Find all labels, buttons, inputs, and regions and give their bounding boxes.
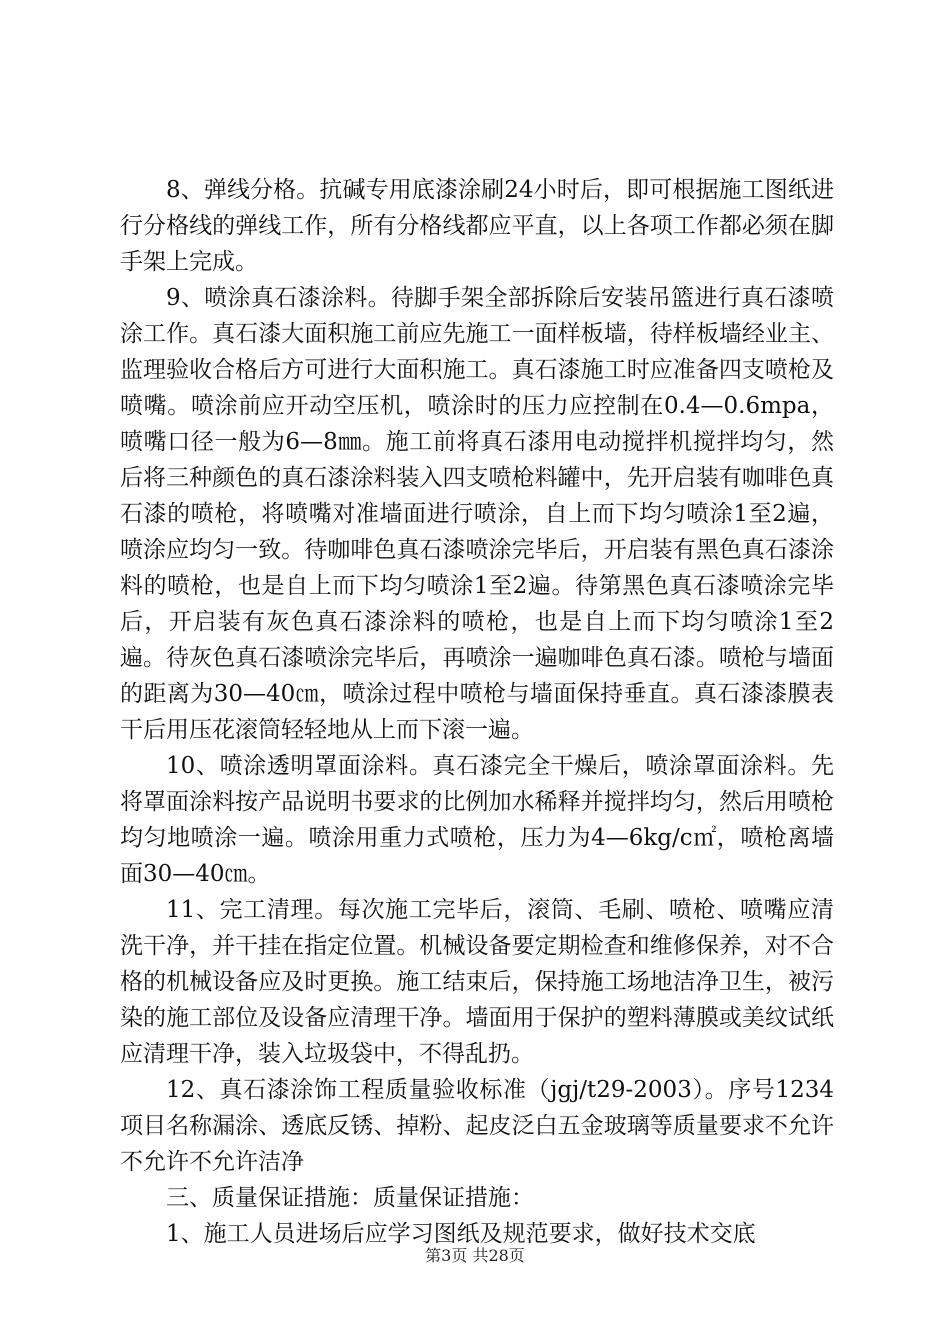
paragraph-item-11: 11、完工清理。每次施工完毕后，滚筒、毛刷、喷枪、喷嘴应清洗干净，并干挂在指定位置。机械设备要定期检查和维修保养，对不合格的机械设备应及时更换。施工结束后，保持施工场地洁净卫生，被污染的施工部位及设备应清理干净。墙面用于保护的塑料薄膜或美纹试纸应清理干净，装入垃圾袋中，不得乱扔。 xyxy=(120,897,834,1067)
paragraph-item-9: 9、喷涂真石漆涂料。待脚手架全部拆除后安装吊篮进行真石漆喷涂工作。真石漆大面积施工前应先施工一面样板墙，待样板墙经业主、监理验收合格后方可进行大面积施工。真石漆施工时应准备四支喷枪及喷嘴。喷涂前应开动空压机，喷涂时的压力应控制在0.4—0.6mpa，喷嘴口径一般为6—8㎜。施工前将真石漆用电动搅拌机搅拌均匀，然后将三种颜色的真石漆涂料装入四支喷枪料罐中，先开启装有咖啡色真石漆的喷枪，将喷嘴对准墙面进行喷涂，自上而下均匀喷涂1至2遍，喷涂应均匀一致。待咖啡色真石漆喷涂完毕后，开启装有黑色真石漆涂料的喷枪，也是自上而下均匀喷涂1至2遍。待第黑色真石漆喷涂完毕后，开启装有灰色真石漆涂料的喷枪，也是自上而下均匀喷涂1至2遍。待灰色真石漆喷涂完毕后，再喷涂一遍咖啡色真石漆。喷枪与墙面的距离为30—40㎝，喷涂过程中喷枪与墙面保持垂直。真石漆漆膜表干后用压花滚筒轻轻地从上而下滚一遍。 xyxy=(120,285,834,743)
section-heading: 三、质量保证措施：质量保证措施： xyxy=(166,1185,534,1211)
document-body xyxy=(120,172,834,1252)
paragraph-item-10: 10、喷涂透明罩面涂料。真石漆完全干燥后，喷涂罩面涂料。先将罩面涂料按产品说明书要求的比例加水稀释并搅拌均匀，然后用喷枪均匀地喷涂一遍。喷涂用重力式喷枪，压力为4—6kg/c㎡，喷枪离墙面30—40㎝。 xyxy=(120,753,834,887)
paragraph-item-8: 8、弹线分格。抗碱专用底漆涂刷24小时后，即可根据施工图纸进行分格线的弹线工作，所有分格线都应平直，以上各项工作都必须在脚手架上完成。 xyxy=(120,177,834,275)
paragraph-item-1: 1、施工人员进场后应学习图纸及规范要求，做好技术交底 xyxy=(166,1221,756,1247)
page-footer: 第3页 共28页 xyxy=(425,1246,525,1265)
paragraph-item-12: 12、真石漆涂饰工程质量验收标准（jgj/t29-2003）。序号1234项目名称漏涂、透底反锈、掉粉、起皮泛白五金玻璃等质量要求不允许不允许不允许洁净 xyxy=(120,1077,834,1175)
